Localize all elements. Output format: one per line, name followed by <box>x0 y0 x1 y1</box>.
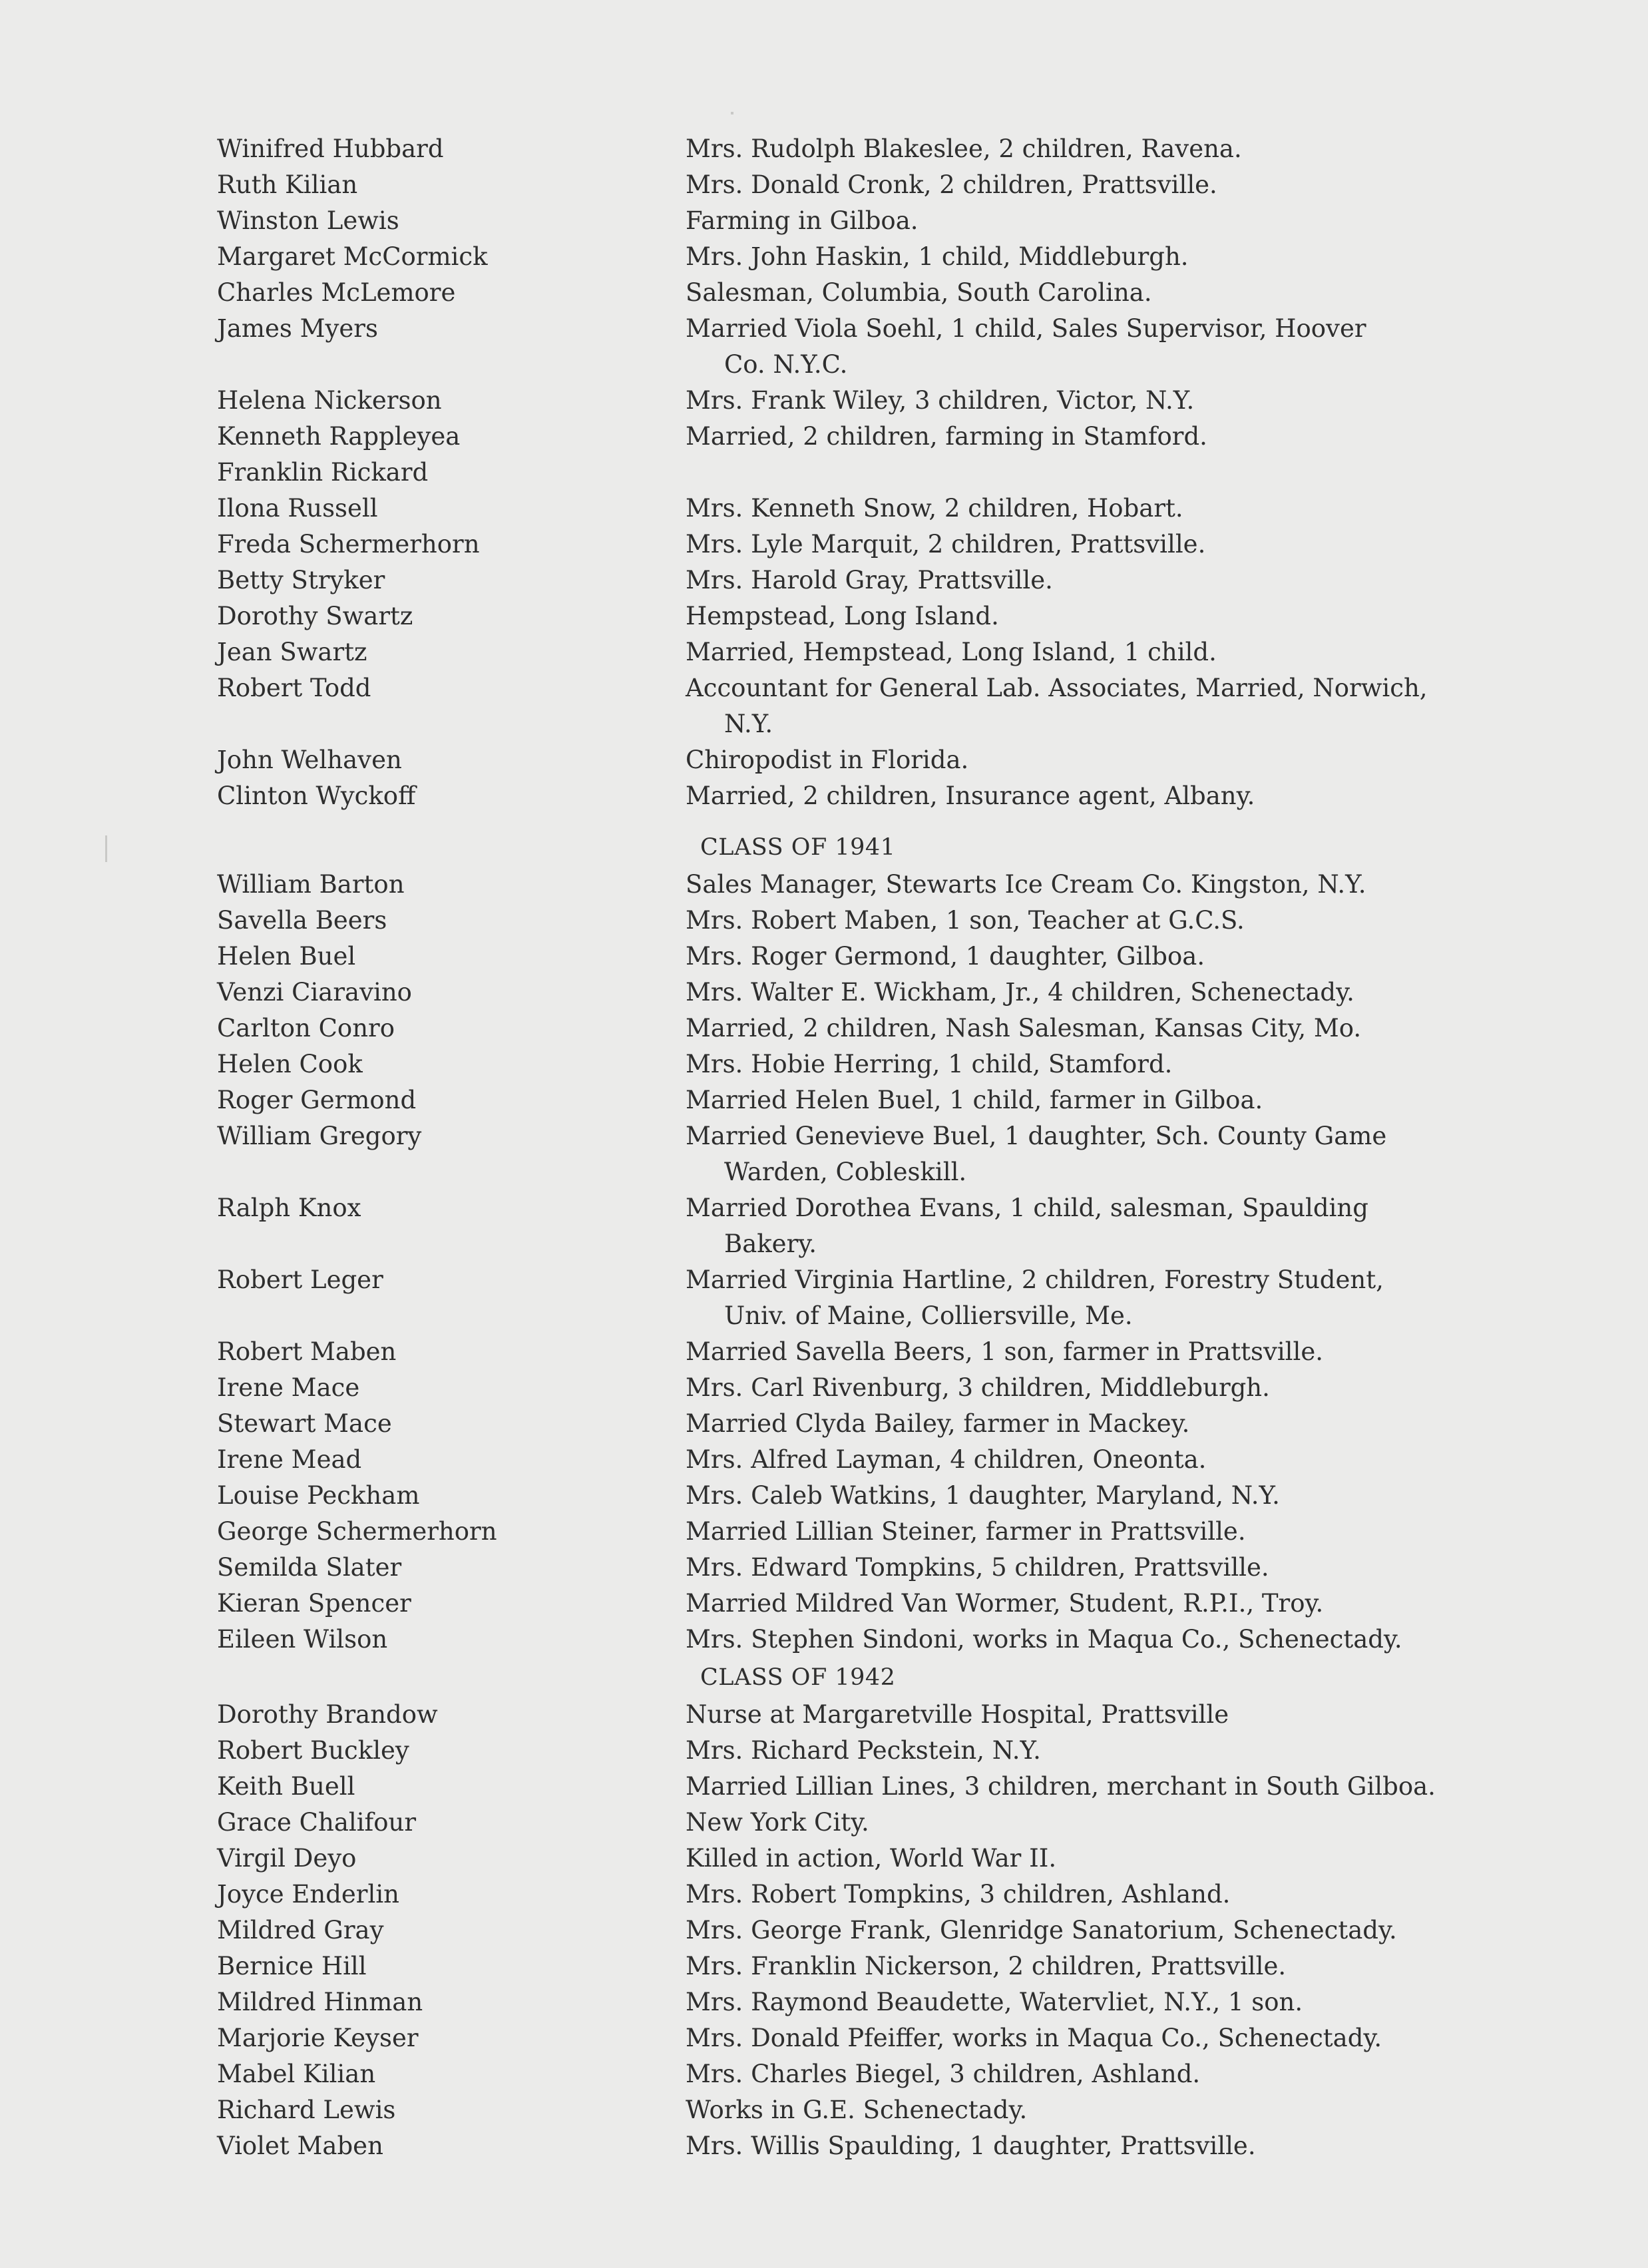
person-description <box>686 1805 1504 1841</box>
class-heading: CLASS OF 1942 <box>700 1664 896 1691</box>
person-name: William Gregory <box>217 1122 422 1150</box>
person-name: Semilda Slater <box>217 1553 402 1582</box>
description-line: Mrs. Kenneth Snow, 2 children, Hobart. <box>686 494 1183 523</box>
person-description <box>686 1733 1504 1769</box>
description-line: Married Lillian Lines, 3 children, merchant in South Gilboa. <box>686 1772 1436 1801</box>
person-description <box>686 1550 1504 1586</box>
person-description <box>686 2020 1504 2056</box>
description-line: Mrs. Frank Wiley, 3 children, Victor, N.Y. <box>686 386 1195 415</box>
person-name: Irene Mead <box>217 1445 362 1474</box>
person-name: Winifred Hubbard <box>217 134 444 163</box>
description-line: Works in G.E. Schenectady. <box>686 2096 1028 2124</box>
person-name: Winston Lewis <box>217 206 399 235</box>
person-name: Violet Maben <box>217 2132 383 2160</box>
description-line: Mrs. Lyle Marquit, 2 children, Prattsville. <box>686 530 1206 559</box>
description-line: Mrs. Richard Peckstein, N.Y. <box>686 1736 1041 1765</box>
person-description <box>686 1370 1504 1406</box>
description-line: Married Lillian Steiner, farmer in Prattsville. <box>686 1517 1246 1546</box>
person-name: Mabel Kilian <box>217 2060 376 2088</box>
person-description <box>686 598 1504 634</box>
person-name: Venzi Ciaravino <box>217 978 412 1007</box>
person-name: Louise Peckham <box>217 1481 420 1510</box>
description-line: Married Savella Beers, 1 son, farmer in Prattsville. <box>686 1337 1324 1366</box>
person-description <box>686 1262 1504 1334</box>
person-description <box>686 1118 1504 1190</box>
person-description <box>686 1984 1504 2020</box>
person-name: Irene Mace <box>217 1373 360 1402</box>
description-line: Mrs. Raymond Beaudette, Watervliet, N.Y., 1 son. <box>686 1988 1303 2016</box>
description-line: Farming in Gilboa. <box>686 206 919 235</box>
description-line: Mrs. Franklin Nickerson, 2 children, Prattsville. <box>686 1952 1287 1980</box>
person-description <box>686 1913 1504 1948</box>
person-description <box>686 1697 1504 1733</box>
person-name: Ilona Russell <box>217 494 378 523</box>
person-name: Kenneth Rappleyea <box>217 422 461 451</box>
person-name: Carlton Conro <box>217 1014 395 1042</box>
description-line: Married Mildred Van Wormer, Student, R.P.I., Troy. <box>686 1589 1324 1618</box>
person-name: Eileen Wilson <box>217 1625 388 1654</box>
person-name: Grace Chalifour <box>217 1808 417 1837</box>
person-description <box>686 2092 1504 2128</box>
person-description <box>686 742 1504 778</box>
person-description <box>686 275 1504 311</box>
person-description <box>686 634 1504 670</box>
person-name: Keith Buell <box>217 1772 355 1801</box>
scan-speck <box>731 112 733 114</box>
person-description <box>686 1769 1504 1805</box>
description-line: Mrs. Willis Spaulding, 1 daughter, Prattsville. <box>686 2132 1256 2160</box>
person-description <box>686 203 1504 239</box>
description-line: Mrs. Harold Gray, Prattsville. <box>686 566 1053 594</box>
person-description <box>686 1478 1504 1514</box>
person-name: John Welhaven <box>217 746 402 774</box>
description-line: Mrs. Stephen Sindoni, works in Maqua Co., Schenectady. <box>686 1625 1402 1654</box>
description-line: Salesman, Columbia, South Carolina. <box>686 278 1152 307</box>
description-line: Mrs. Edward Tompkins, 5 children, Prattsville. <box>686 1553 1269 1582</box>
person-description <box>686 527 1504 563</box>
person-name: Ralph Knox <box>217 1194 361 1222</box>
person-name: Ruth Kilian <box>217 170 358 199</box>
person-description <box>686 491 1504 527</box>
description-line: Hempstead, Long Island. <box>686 602 999 630</box>
person-name: Betty Stryker <box>217 566 385 594</box>
person-name: Mildred Hinman <box>217 1988 423 2016</box>
person-description <box>686 131 1504 167</box>
person-description <box>686 419 1504 455</box>
class-heading: CLASS OF 1941 <box>700 834 896 861</box>
person-name: Dorothy Swartz <box>217 602 413 630</box>
description-line: Married Helen Buel, 1 child, farmer in Gilboa. <box>686 1086 1263 1114</box>
person-description <box>686 1011 1504 1046</box>
scan-speck <box>105 835 107 862</box>
description-line: Mrs. Carl Rivenburg, 3 children, Middleburgh. <box>686 1373 1270 1402</box>
description-line: Married, 2 children, farming in Stamford. <box>686 422 1207 451</box>
description-line: Mrs. Donald Cronk, 2 children, Prattsville. <box>686 170 1217 199</box>
person-name: Franklin Rickard <box>217 458 429 487</box>
person-description <box>686 867 1504 903</box>
description-line: Mrs. Walter E. Wickham, Jr., 4 children, Schenectady. <box>686 978 1354 1007</box>
person-description <box>686 167 1504 203</box>
person-description <box>686 1082 1504 1118</box>
person-description <box>686 903 1504 939</box>
description-continuation: Univ. of Maine, Colliersville, Me. <box>724 1301 1133 1330</box>
person-description <box>686 1046 1504 1082</box>
description-line: Killed in action, World War II. <box>686 1844 1057 1873</box>
person-name: Margaret McCormick <box>217 242 488 271</box>
description-line: Married Genevieve Buel, 1 daughter, Sch. County Game <box>686 1122 1387 1150</box>
person-name: Joyce Enderlin <box>217 1880 399 1909</box>
description-line: Mrs. George Frank, Glenridge Sanatorium, Schenectady. <box>686 1916 1397 1944</box>
description-line: Mrs. Roger Germond, 1 daughter, Gilboa. <box>686 942 1205 971</box>
description-line: Mrs. Robert Tompkins, 3 children, Ashland. <box>686 1880 1231 1909</box>
person-description <box>686 975 1504 1011</box>
person-description <box>686 311 1504 383</box>
person-name: Dorothy Brandow <box>217 1700 438 1729</box>
person-description <box>686 2056 1504 2092</box>
person-description <box>686 1190 1504 1262</box>
person-name: Helen Buel <box>217 942 356 971</box>
person-name: Marjorie Keyser <box>217 2024 419 2052</box>
description-line: Nurse at Margaretville Hospital, Prattsville <box>686 1700 1229 1729</box>
person-description <box>686 1877 1504 1913</box>
description-line: Mrs. Alfred Layman, 4 children, Oneonta. <box>686 1445 1207 1474</box>
description-line: New York City. <box>686 1808 869 1837</box>
description-line: Mrs. John Haskin, 1 child, Middleburgh. <box>686 242 1189 271</box>
description-line: Chiropodist in Florida. <box>686 746 969 774</box>
description-line: Mrs. Charles Biegel, 3 children, Ashland. <box>686 2060 1201 2088</box>
person-name: Robert Todd <box>217 674 371 702</box>
description-line: Married, 2 children, Insurance agent, Albany. <box>686 782 1255 810</box>
person-name: Mildred Gray <box>217 1916 384 1944</box>
person-description <box>686 1406 1504 1442</box>
person-name: Richard Lewis <box>217 2096 396 2124</box>
description-continuation: N.Y. <box>724 710 773 738</box>
description-continuation: Warden, Cobleskill. <box>724 1158 967 1186</box>
person-description <box>686 1514 1504 1550</box>
person-name: Bernice Hill <box>217 1952 367 1980</box>
description-line: Mrs. Robert Maben, 1 son, Teacher at G.C.S. <box>686 906 1245 935</box>
description-continuation: Bakery. <box>724 1230 817 1258</box>
description-continuation: Co. N.Y.C. <box>724 350 848 379</box>
person-name: Freda Schermerhorn <box>217 530 480 559</box>
person-description <box>686 1334 1504 1370</box>
person-name: Clinton Wyckoff <box>217 782 416 810</box>
description-line: Mrs. Caleb Watkins, 1 daughter, Maryland, N.Y. <box>686 1481 1280 1510</box>
description-line: Married Dorothea Evans, 1 child, salesman, Spaulding <box>686 1194 1368 1222</box>
person-description <box>686 670 1504 742</box>
description-line: Mrs. Hobie Herring, 1 child, Stamford. <box>686 1050 1173 1078</box>
person-description <box>686 1622 1504 1658</box>
description-line: Mrs. Rudolph Blakeslee, 2 children, Ravena. <box>686 134 1242 163</box>
person-description <box>686 1948 1504 1984</box>
person-description <box>686 778 1504 814</box>
person-name: William Barton <box>217 870 405 899</box>
description-line: Married, 2 children, Nash Salesman, Kansas City, Mo. <box>686 1014 1362 1042</box>
person-description <box>686 939 1504 975</box>
person-name: James Myers <box>217 314 378 343</box>
description-line: Married, Hempstead, Long Island, 1 child. <box>686 638 1217 666</box>
person-description <box>686 383 1504 419</box>
description-line: Accountant for General Lab. Associates, Married, Norwich, <box>686 674 1428 702</box>
description-line: Married Virginia Hartline, 2 children, Forestry Student, <box>686 1265 1384 1294</box>
person-name: Virgil Deyo <box>217 1844 357 1873</box>
person-name: Stewart Mace <box>217 1409 392 1438</box>
person-description <box>686 239 1504 275</box>
person-name: Robert Leger <box>217 1265 383 1294</box>
person-description <box>686 1586 1504 1622</box>
person-name: Savella Beers <box>217 906 387 935</box>
description-line: Married Clyda Bailey, farmer in Mackey. <box>686 1409 1190 1438</box>
person-name: Kieran Spencer <box>217 1589 411 1618</box>
person-name: Charles McLemore <box>217 278 456 307</box>
description-line: Sales Manager, Stewarts Ice Cream Co. Kingston, N.Y. <box>686 870 1366 899</box>
person-description <box>686 563 1504 598</box>
person-name: Robert Buckley <box>217 1736 409 1765</box>
person-name: George Schermerhorn <box>217 1517 497 1546</box>
person-name: Helen Cook <box>217 1050 363 1078</box>
person-name: Roger Germond <box>217 1086 417 1114</box>
person-name: Robert Maben <box>217 1337 397 1366</box>
person-description <box>686 1442 1504 1478</box>
person-name: Jean Swartz <box>217 638 367 666</box>
person-description <box>686 2128 1504 2164</box>
description-line: Married Viola Soehl, 1 child, Sales Supervisor, Hoover <box>686 314 1366 343</box>
description-line: Mrs. Donald Pfeiffer, works in Maqua Co., Schenectady. <box>686 2024 1382 2052</box>
person-name: Helena Nickerson <box>217 386 442 415</box>
person-description <box>686 1841 1504 1877</box>
